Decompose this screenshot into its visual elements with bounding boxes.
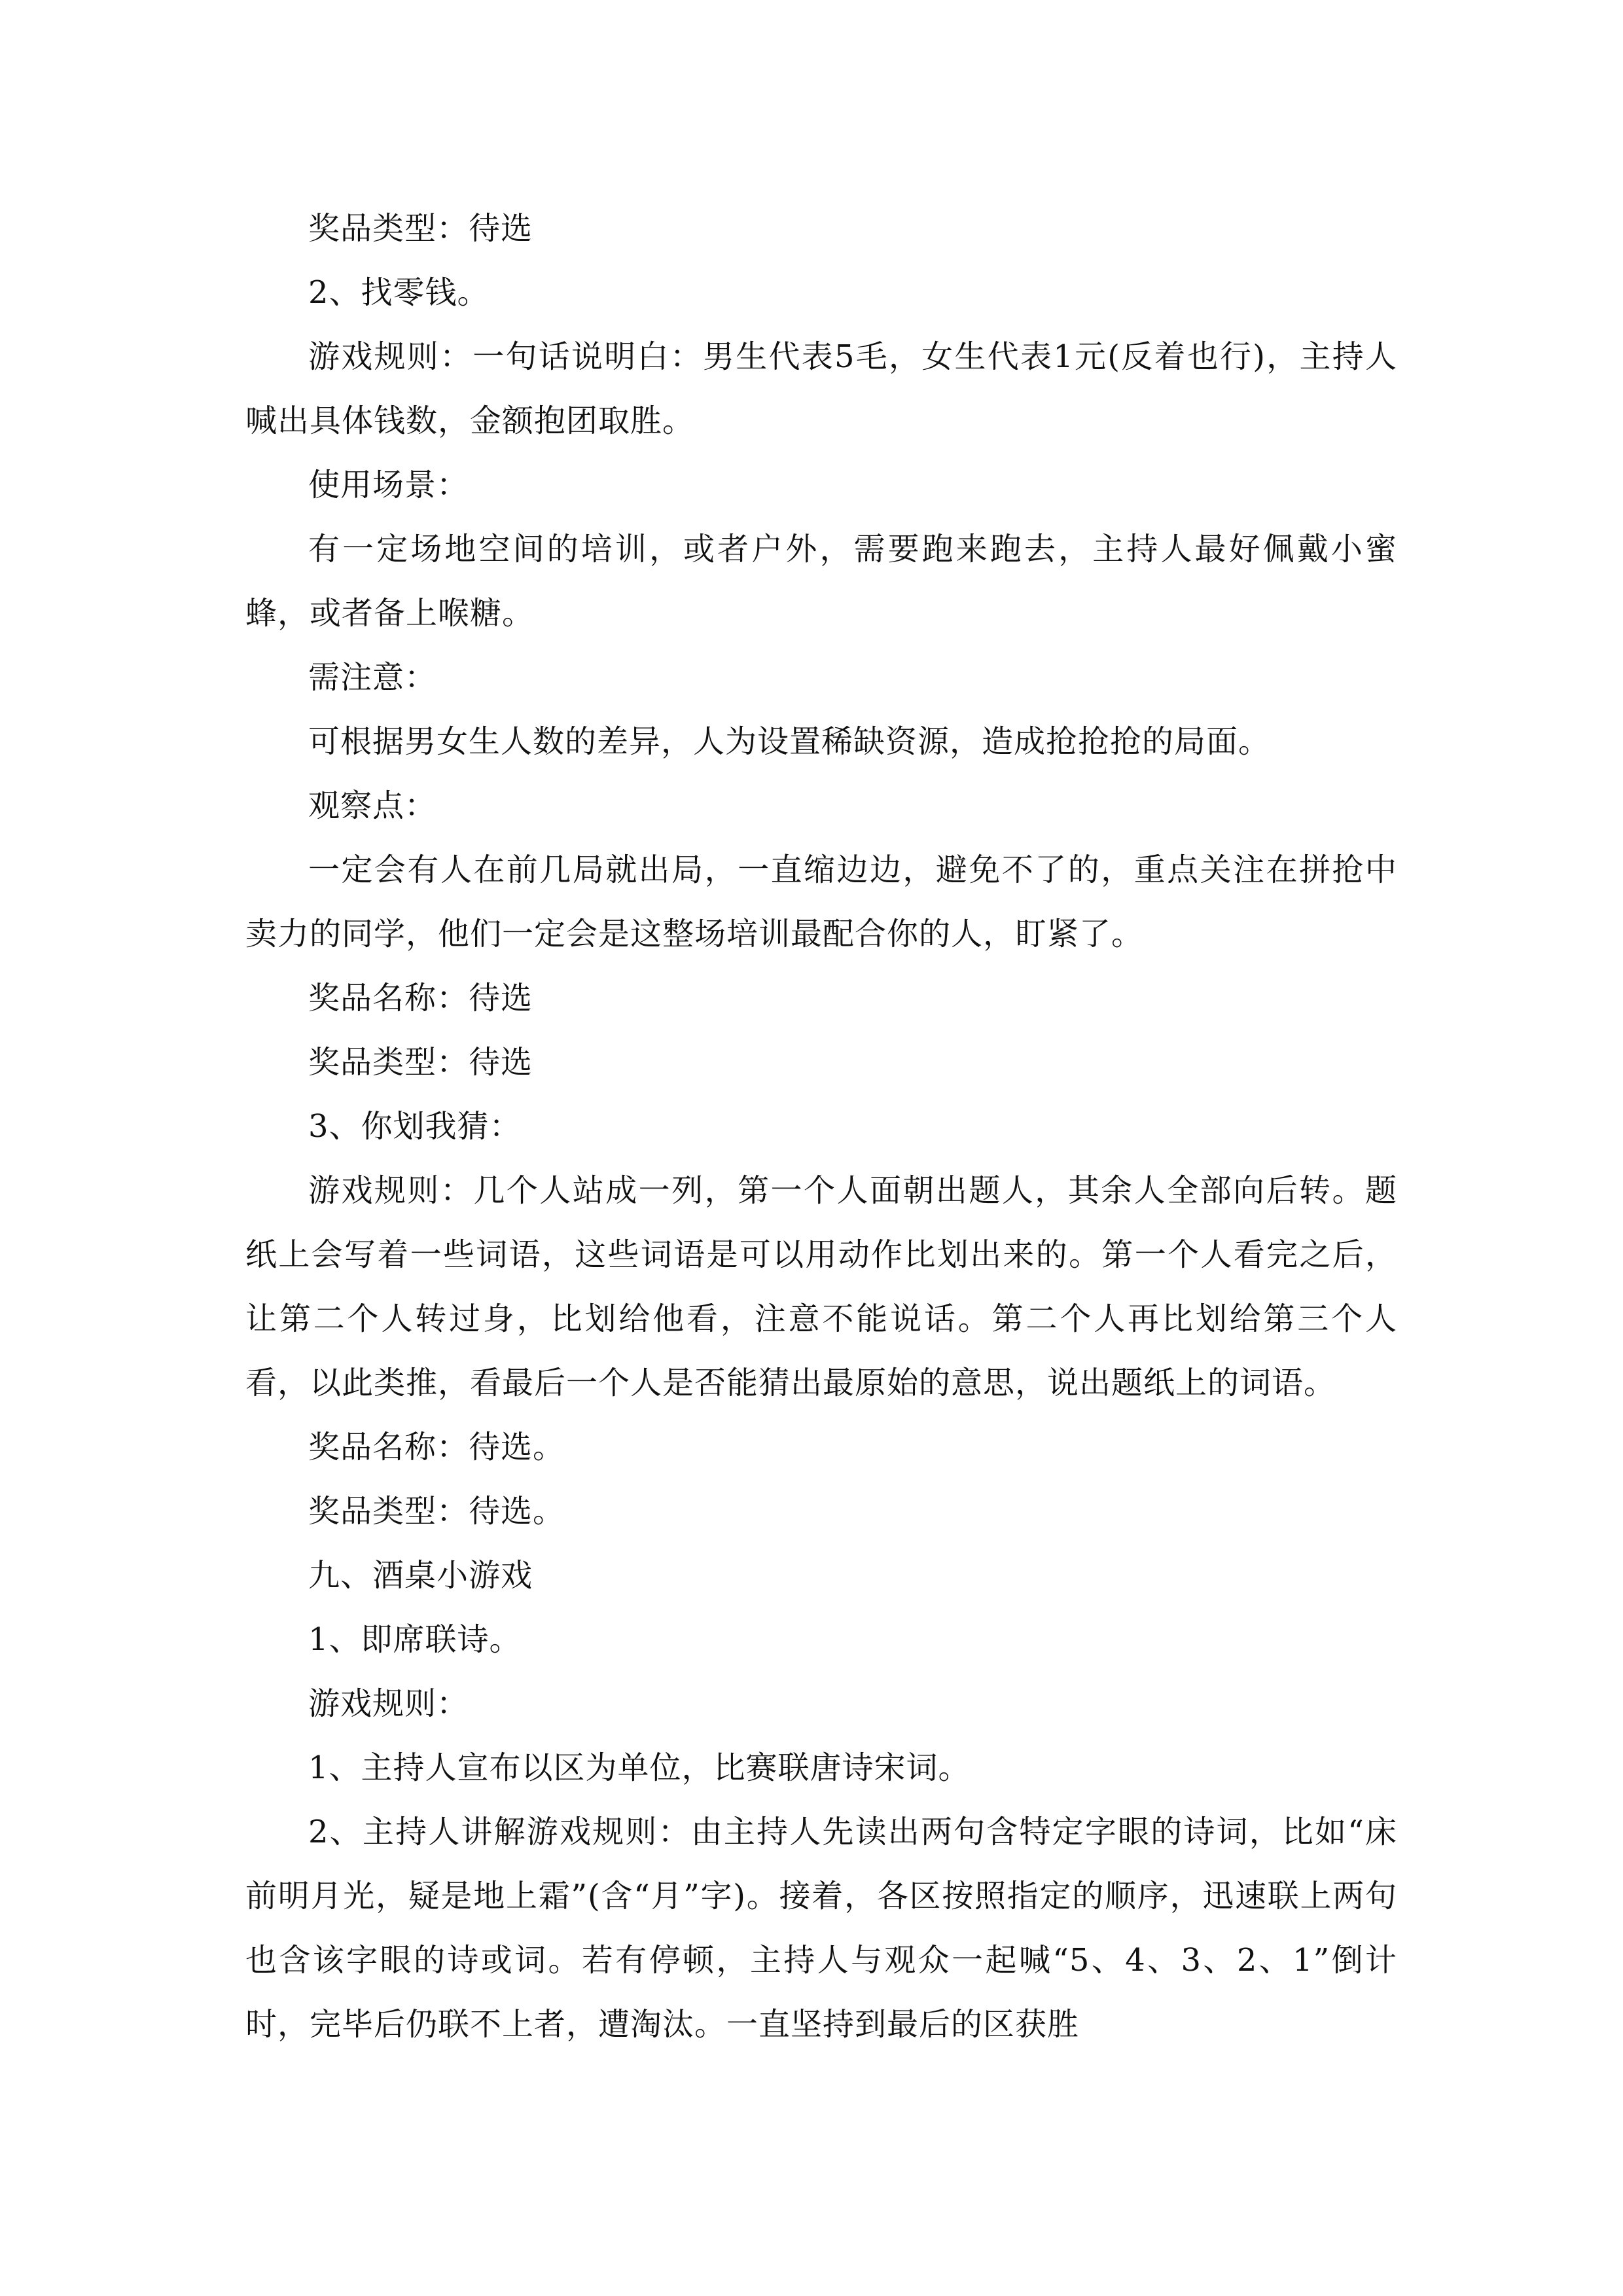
label-rules: 游戏规则： [308, 1685, 469, 1722]
label-notes: 需注意： [308, 659, 437, 696]
paragraph-prize-name: 奖品名称：待选。 [308, 1429, 565, 1465]
heading-charades: 3、你划我猜： [308, 1108, 522, 1145]
paragraph-notes: 可根据男女生人数的差异，人为设置稀缺资源，造成抢抢抢的局面。 [308, 723, 1271, 760]
paragraph-prize-type: 奖品类型：待选 [308, 210, 533, 247]
label-usage-scene: 使用场景： [308, 467, 469, 503]
paragraph-usage-scene: 有一定场地空间的培训，或者户外，需要跑来跑去，主持人最好佩戴小蜜蜂，或者备上喉糖。 [245, 531, 1397, 632]
paragraph-rule-2: 2、主持人讲解游戏规则：由主持人先读出两句含特定字眼的诗词，比如“床前明月光，疑是地上霜”(含“月”字)。接着，各区按照指定的顺序，迅速联上两句也含该字眼的诗或词。若有停顿，主持人与观众一起喊“5、4、3、2、1”倒计时，完毕后仍联不上者，遭淘汰。一直坚持到最后的区获胜 [245, 1814, 1397, 2043]
document-body [245, 196, 1397, 2056]
label-observation: 观察点： [308, 787, 437, 824]
heading-find-change: 2、找零钱。 [308, 274, 490, 311]
paragraph-rules: 游戏规则：几个人站成一列，第一个人面朝出题人，其余人全部向后转。题纸上会写着一些词语，这些词语是可以用动作比划出来的。第一个人看完之后，让第二个人转过身，比划给他看，注意不能说话。第二个人再比划给第三个人看，以此类推，看最后一个人是否能猜出最原始的意思，说出题纸上的词语。 [245, 1172, 1397, 1401]
paragraph-observation: 一定会有人在前几局就出局，一直缩边边，避免不了的，重点关注在拼抢中卖力的同学，他们一定会是这整场培训最配合你的人，盯紧了。 [245, 852, 1397, 952]
paragraph-prize-name: 奖品名称：待选 [308, 980, 533, 1016]
section-heading-drinking-games: 九、酒桌小游戏 [308, 1557, 533, 1594]
paragraph-rules: 游戏规则：一句话说明白：男生代表5毛，女生代表1元(反着也行)，主持人喊出具体钱数，金额抱团取胜。 [245, 338, 1397, 439]
paragraph-rule-1: 1、主持人宣布以区为单位，比赛联唐诗宋词。 [308, 1749, 971, 1786]
heading-poem-linking: 1、即席联诗。 [308, 1621, 522, 1658]
paragraph-prize-type: 奖品类型：待选。 [308, 1493, 565, 1530]
paragraph-prize-type: 奖品类型：待选 [308, 1044, 533, 1081]
